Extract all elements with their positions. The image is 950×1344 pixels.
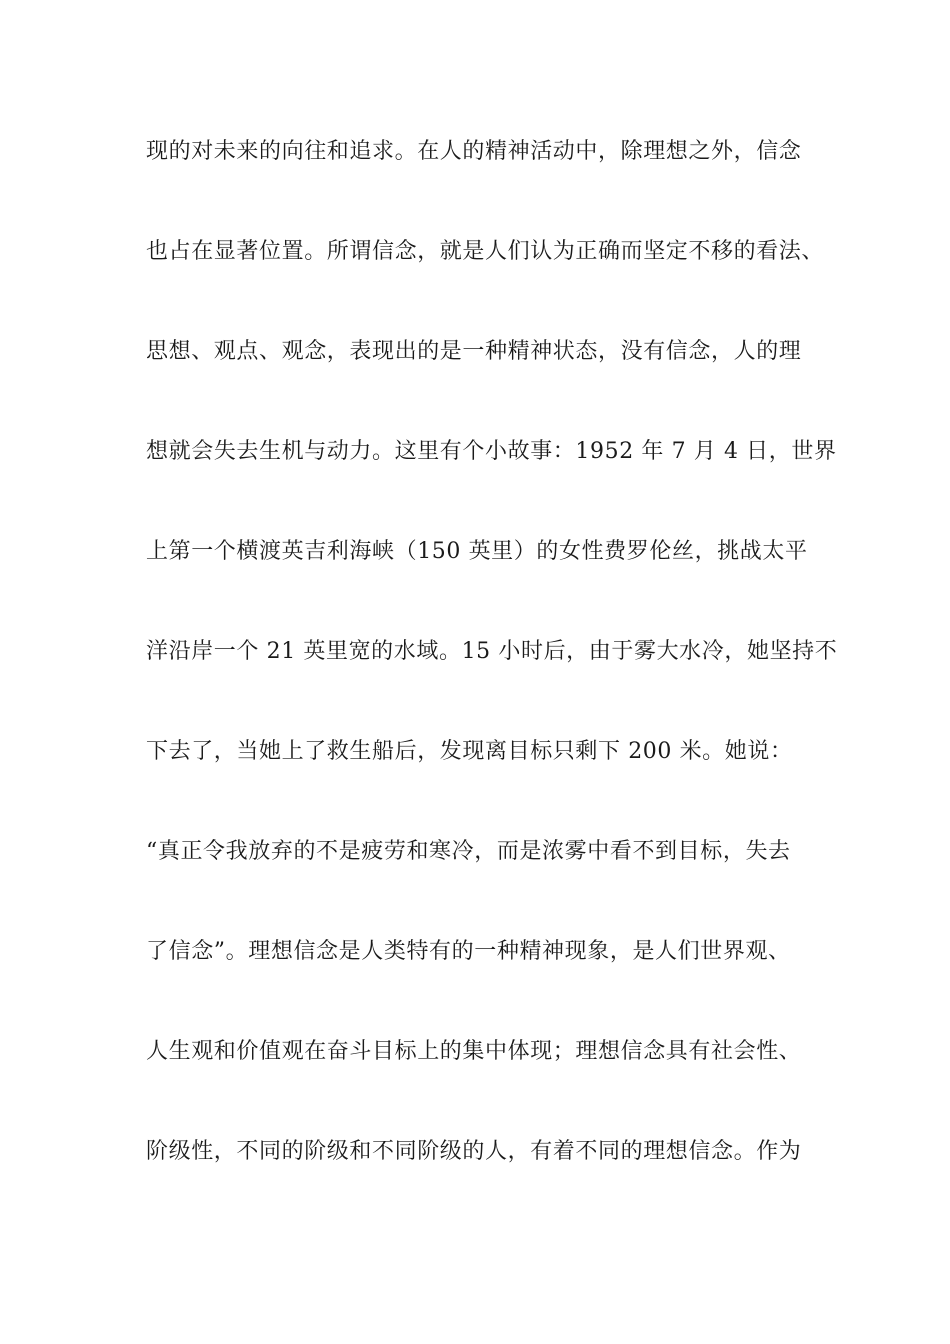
text-line-6: 洋沿岸一个 21 英里宽的水域。15 小时后，由于雾大水冷，她坚持不 — [146, 639, 838, 664]
text-line-7: 下去了，当她上了救生船后，发现离目标只剩下 200 米。她说： — [146, 739, 793, 764]
text-line-9: 了信念”。理想信念是人类特有的一种精神现象，是人们世界观、 — [146, 939, 791, 964]
text-line-2: 也占在显著位置。所谓信念，就是人们认为正确而坚定不移的看法、 — [146, 239, 825, 264]
text-line-8: “真正令我放弃的不是疲劳和寒冷，而是浓雾中看不到目标，失去 — [146, 839, 791, 864]
text-line-4: 想就会失去生机与动力。这里有个小故事：1952 年 7 月 4 日，世界 — [146, 439, 837, 464]
text-line-1: 现的对未来的向往和追求。在人的精神活动中，除理想之外，信念 — [146, 139, 802, 164]
text-line-10: 人生观和价值观在奋斗目标上的集中体现；理想信念具有社会性、 — [146, 1039, 802, 1064]
body-text — [146, 130, 838, 1230]
text-line-11: 阶级性，不同的阶级和不同阶级的人，有着不同的理想信念。作为 — [146, 1139, 802, 1164]
text-line-5: 上第一个横渡英吉利海峡（150 英里）的女性费罗伦丝，挑战太平 — [146, 539, 808, 564]
text-line-3: 思想、观点、观念，表现出的是一种精神状态，没有信念，人的理 — [146, 339, 802, 364]
